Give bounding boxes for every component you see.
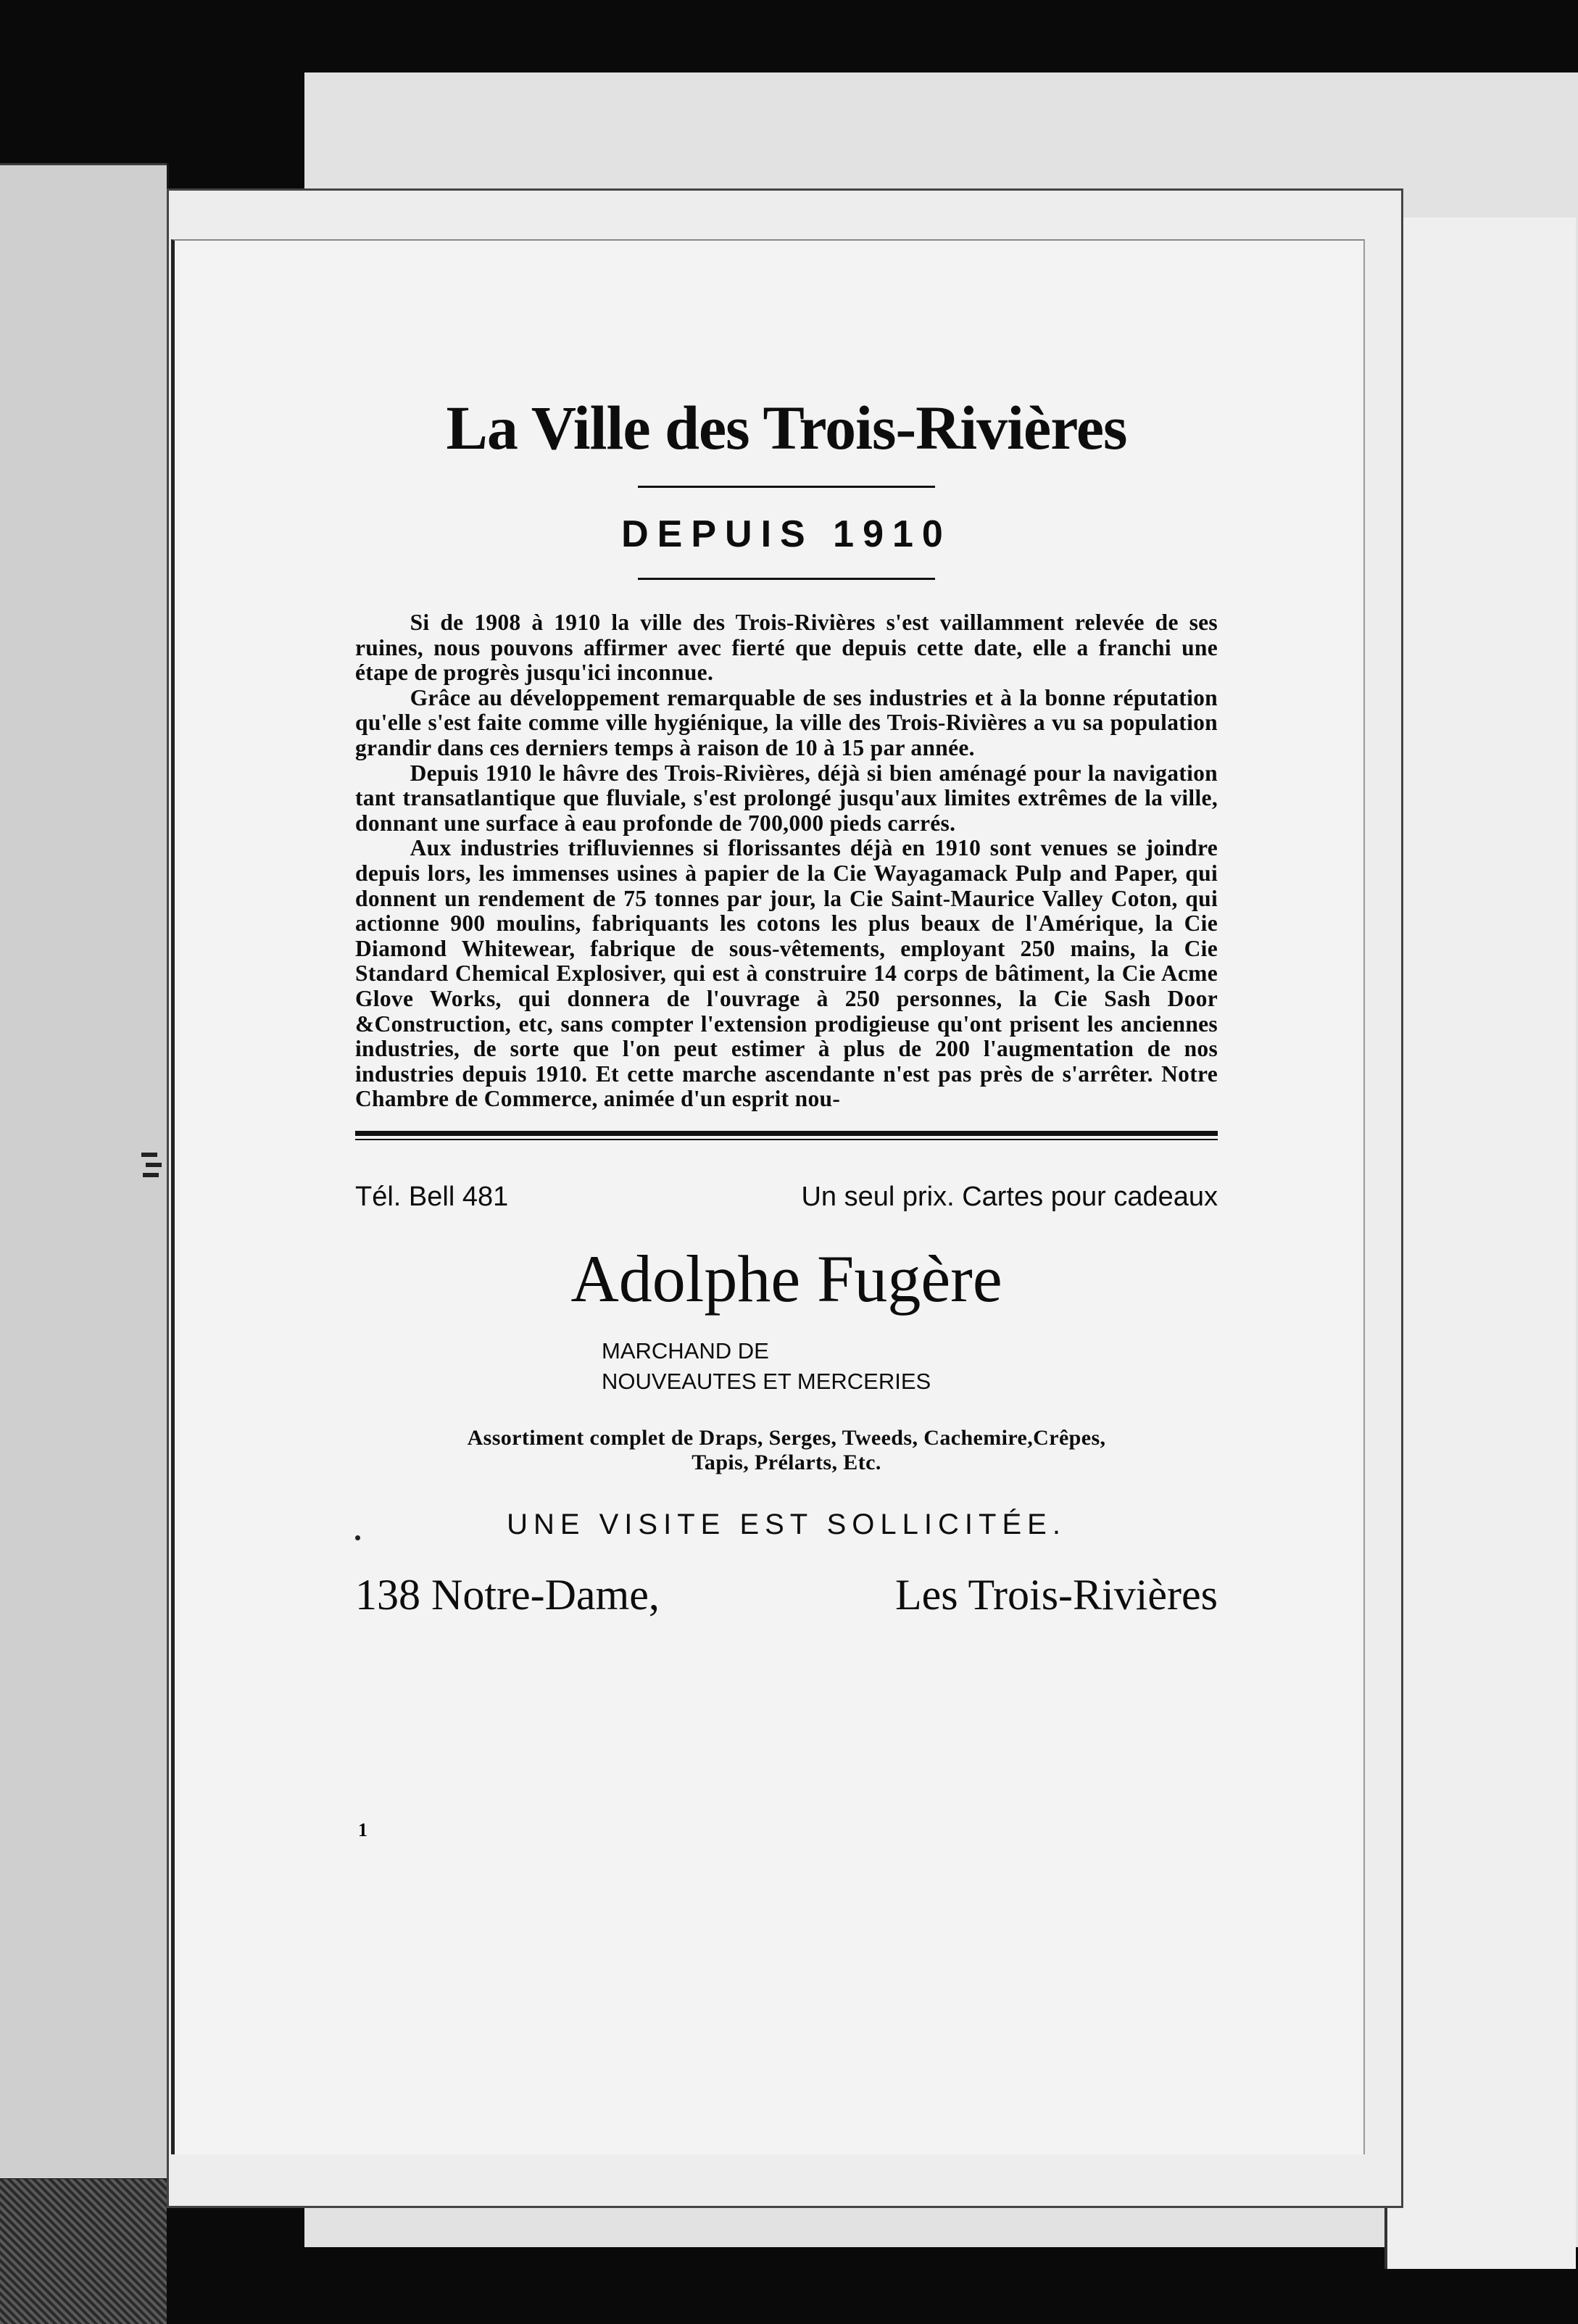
article-paragraph: Grâce au développement remarquable de ses industries et à la bonne réputation qu'elle s'est faite comme ville hygiénique, la ville des Trois-Rivières a vu sa population grandir dans ces derniers temps à raison de 10 à 15 par année. — [355, 684, 1218, 760]
article-paragraph: Aux industries trifluviennes si florissantes déjà en 1910 sont venues se joindre depuis lors, les immenses usines à papier de la Cie Wayagamack Pulp and Paper, qui donnent un rendement de 75 tonnes par jour, la Cie Saint-Maurice Valley Coton, qui actionne 900 moulins, fabriquants les cotons les plus beaux de l'Amérique, la Cie Diamond Whitewear, fabrique de sous-vêtements, employant 250 mains, la Cie Standard Chemical Explosiver, qui est à construire 14 corps de bâtiment, la Cie Acme Glove Works, qui donnera de l'ouvrage à 250 personnes, la Cie Sash Door &Construction, etc, sans compter l'extension prodigieuse qu'ont prisent les anciennes industries, de sorte que l'on peut estimer à plus de 200 l'augmentation de nos industries depuis 1910. Et cette marche ascendante n'est pas près de s'arrêter. Notre Chambre de Commerce, animée d'un esprit nou- — [355, 835, 1218, 1112]
ad-assortment — [355, 1426, 1218, 1475]
page-number: 1 — [358, 1819, 367, 1840]
section-divider-thin — [355, 1139, 1218, 1140]
article-paragraph: Si de 1908 à 1910 la ville des Trois-Rivières s'est vaillamment relevée de ses ruines, nous pouvons affirmer avec fierté que depuis cette date, elle a franchi une étape de progrès jusqu'ici inconnue. — [355, 610, 1218, 686]
ad-assortment-line: Tapis, Prélarts, Etc. — [692, 1450, 881, 1474]
page-edge-line — [0, 163, 167, 165]
ad-tagline: Un seul prix. Cartes pour cadeaux — [801, 1181, 1218, 1212]
ad-assortment-line: Assortiment complet de Draps, Serges, Tweeds, Cachemire,Crêpes, — [467, 1425, 1106, 1450]
ad-visit: UNE VISITE EST SOLLICITÉE. — [507, 1508, 1066, 1540]
article-body — [355, 610, 1218, 1112]
ad-trade-line: NOUVEAUTES ET MERCERIES — [602, 1368, 931, 1394]
ad-trade-line: MARCHAND DE — [602, 1337, 769, 1364]
ad-city: Les Trois-Rivières — [894, 1570, 1218, 1619]
article-subtitle: DEPUIS 1910 — [621, 513, 952, 555]
article-title: La Ville des Trois-Rivières — [446, 393, 1127, 462]
ad-phone: Tél. Bell 481 — [355, 1181, 509, 1212]
ad-address-row — [355, 1570, 1218, 1620]
article-paragraph: Depuis 1910 le hâvre des Trois-Rivières, déjà si bien aménagé pour la navigation tant transatlantique que fluviale, s'est prolongé jusqu'aux limites extrêmes de la ville, donnant une surface à eau profonde de 700,000 pieds carrés. — [355, 760, 1218, 836]
strip-edge-line — [1402, 246, 1432, 2204]
binding-fabric — [0, 2179, 167, 2324]
ad-header — [355, 1182, 1218, 1211]
title-rule — [638, 486, 935, 488]
binding-thread — [141, 1145, 170, 1189]
section-divider-thick — [355, 1131, 1218, 1136]
advertisement — [355, 1182, 1218, 1620]
subtitle-rule — [638, 578, 935, 580]
page-content — [355, 391, 1218, 1620]
ad-address: 138 Notre-Dame, — [355, 1570, 660, 1619]
ad-merchant-name: Adolphe Fugère — [570, 1241, 1002, 1316]
right-margin-strip — [1384, 217, 1576, 2269]
ad-trade — [602, 1336, 1218, 1397]
